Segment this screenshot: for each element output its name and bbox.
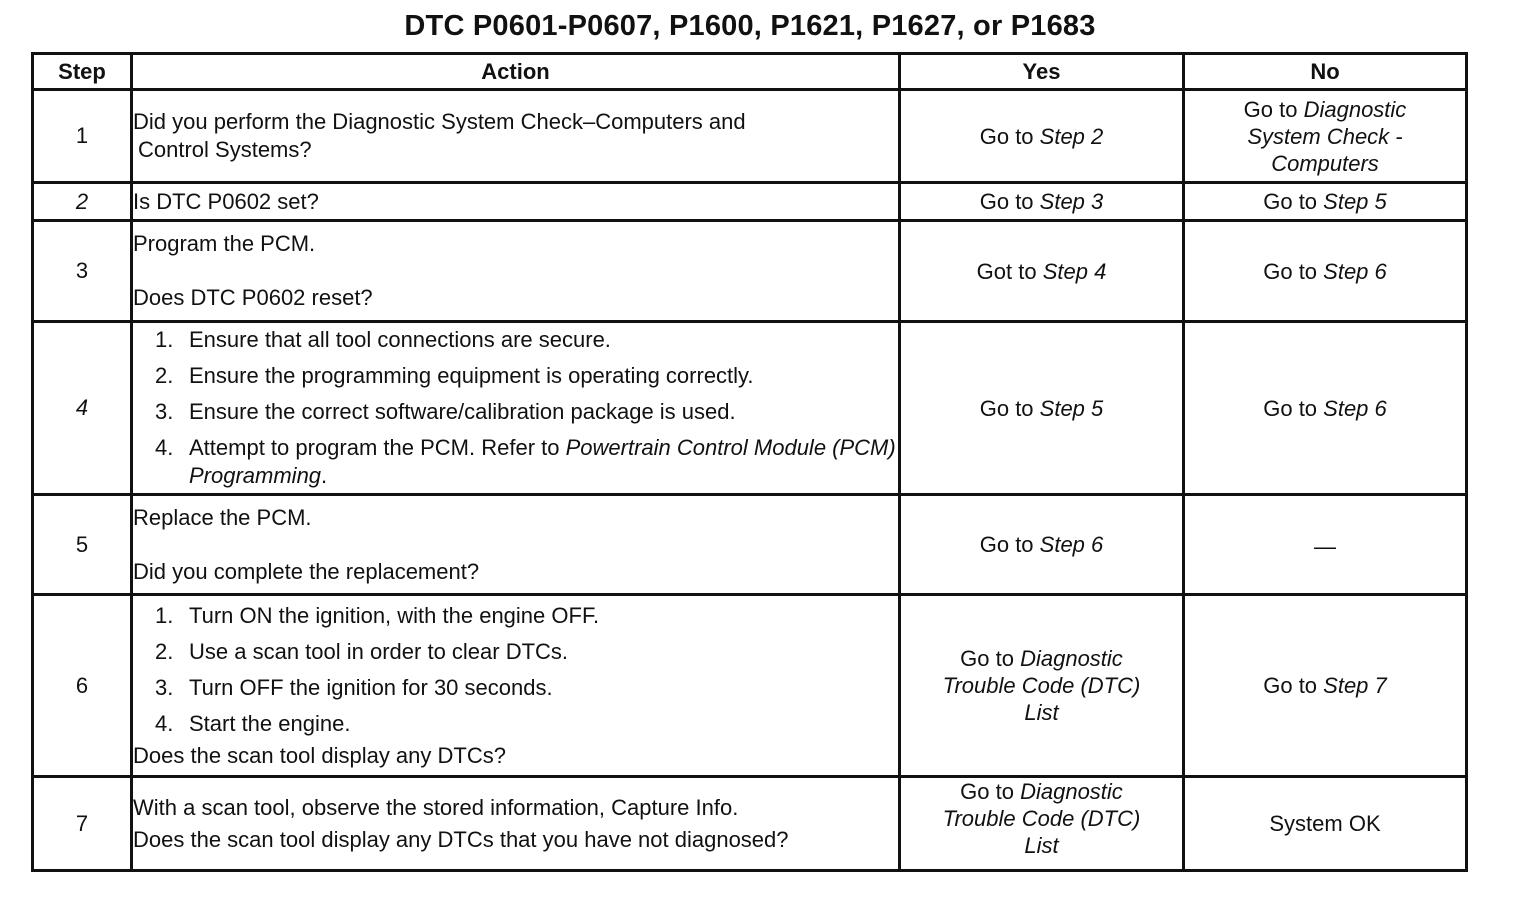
- action-steps-list: [133, 602, 898, 738]
- action-cell: [132, 90, 900, 183]
- no-step-link[interactable]: Step 5: [1323, 189, 1387, 214]
- action-text: Program the PCM.: [133, 231, 316, 256]
- yes-step-link[interactable]: Step 3: [1039, 189, 1104, 214]
- no-step-link[interactable]: Step 6: [1323, 395, 1387, 421]
- yes-step-link[interactable]: Step 6: [1039, 532, 1104, 557]
- header-yes: Yes: [900, 54, 1184, 90]
- header-no: No: [1184, 54, 1467, 90]
- yes-step-link[interactable]: Diagnostic Trouble Code (DTC) List: [942, 646, 1141, 725]
- action-cell: [132, 595, 900, 777]
- yes-step-link[interactable]: Step 4: [1042, 258, 1107, 284]
- action-cell: [132, 777, 900, 871]
- list-item: 1. Ensure that all tool connections are secure.: [155, 327, 611, 352]
- list-item: 2. Use a scan tool in order to clear DTCs.: [155, 638, 569, 664]
- yes-prefix: Go to: [960, 646, 1021, 671]
- no-prefix: Go to: [1243, 96, 1304, 122]
- action-text: Did you perform the Diagnostic System Check–Computers and: [133, 109, 746, 134]
- yes-prefix: Got to: [976, 258, 1043, 284]
- header-row: [33, 54, 1467, 90]
- action-text: With a scan tool, observe the stored information, Capture Info.: [133, 794, 739, 820]
- list-item: 3. Turn OFF the ignition for 30 seconds.: [155, 674, 553, 700]
- no-cell: [1184, 777, 1467, 871]
- no-cell: [1184, 595, 1467, 777]
- yes-cell: [900, 90, 1184, 183]
- no-step-link[interactable]: Step 6: [1323, 258, 1387, 284]
- step-number: 3: [33, 221, 132, 322]
- page-title: DTC P0601-P0607, P1600, P1621, P1627, or P1683: [404, 10, 1096, 42]
- yes-cell: [900, 595, 1184, 777]
- table-row: [33, 183, 1467, 221]
- yes-prefix: Go to: [979, 395, 1040, 421]
- table-row: [33, 221, 1467, 322]
- no-cell: [1184, 221, 1467, 322]
- no-prefix: Go to: [1263, 673, 1324, 698]
- action-text: Does DTC P0602 reset?: [133, 285, 373, 310]
- action-cell: [132, 221, 900, 322]
- action-steps-list: [133, 326, 898, 490]
- no-value: System OK: [1269, 811, 1381, 836]
- no-prefix: Go to: [1263, 189, 1324, 214]
- step-number: 2: [33, 183, 132, 221]
- no-cell: [1184, 322, 1467, 495]
- no-prefix: Go to: [1263, 395, 1324, 421]
- step-number: 5: [33, 495, 132, 595]
- action-cell: [132, 322, 900, 495]
- list-item: 4. Attempt to program the PCM. Refer to Powertrain Control Module (PCM) Programming.: [155, 435, 896, 488]
- action-text: Replace the PCM.: [133, 504, 312, 530]
- yes-cell: [900, 221, 1184, 322]
- table-row: [33, 595, 1467, 777]
- action-text: Control Systems?: [138, 137, 312, 162]
- step-number: 6: [33, 595, 132, 777]
- diagnostic-table: [31, 52, 1468, 872]
- yes-prefix: Go to: [960, 779, 1021, 804]
- action-text: Is DTC P0602 set?: [133, 188, 319, 214]
- table-row: [33, 90, 1467, 183]
- yes-step-link[interactable]: Step 2: [1039, 123, 1104, 149]
- no-prefix: Go to: [1263, 258, 1324, 284]
- list-item: 1. Turn ON the ignition, with the engine OFF.: [155, 602, 600, 628]
- action-text: Does the scan tool display any DTCs that you have not diagnosed?: [133, 826, 789, 852]
- no-cell: [1184, 495, 1467, 595]
- step-number: 7: [33, 777, 132, 871]
- step-number: 4: [33, 322, 132, 495]
- header-step: Step: [33, 54, 132, 90]
- yes-cell: [900, 322, 1184, 495]
- yes-cell: [900, 777, 1184, 871]
- step-number: 1: [33, 90, 132, 183]
- reference-link[interactable]: Powertrain Control Module (PCM) Programming: [189, 435, 896, 488]
- action-cell: [132, 495, 900, 595]
- list-item: 3. Ensure the correct software/calibration package is used.: [155, 399, 736, 424]
- no-cell: [1184, 90, 1467, 183]
- action-cell: [132, 183, 900, 221]
- no-cell: [1184, 183, 1467, 221]
- no-step-link[interactable]: Step 7: [1323, 673, 1387, 698]
- no-value: —: [1314, 534, 1336, 559]
- yes-prefix: Go to: [979, 189, 1040, 214]
- no-step-link[interactable]: Diagnostic System Check - Computers: [1247, 96, 1407, 176]
- yes-prefix: Go to: [979, 123, 1040, 149]
- yes-prefix: Go to: [979, 532, 1040, 557]
- yes-cell: [900, 183, 1184, 221]
- yes-step-link[interactable]: Diagnostic Trouble Code (DTC) List: [942, 779, 1141, 858]
- yes-step-link[interactable]: Step 5: [1039, 395, 1104, 421]
- action-text: Did you complete the replacement?: [133, 558, 480, 584]
- yes-cell: [900, 495, 1184, 595]
- action-question: Does the scan tool display any DTCs?: [133, 742, 506, 768]
- table-row: [33, 777, 1467, 871]
- header-action: Action: [132, 54, 900, 90]
- table-row: [33, 322, 1467, 495]
- list-item: 2. Ensure the programming equipment is operating correctly.: [155, 363, 754, 388]
- table-row: [33, 495, 1467, 595]
- list-item: 4. Start the engine.: [155, 710, 351, 736]
